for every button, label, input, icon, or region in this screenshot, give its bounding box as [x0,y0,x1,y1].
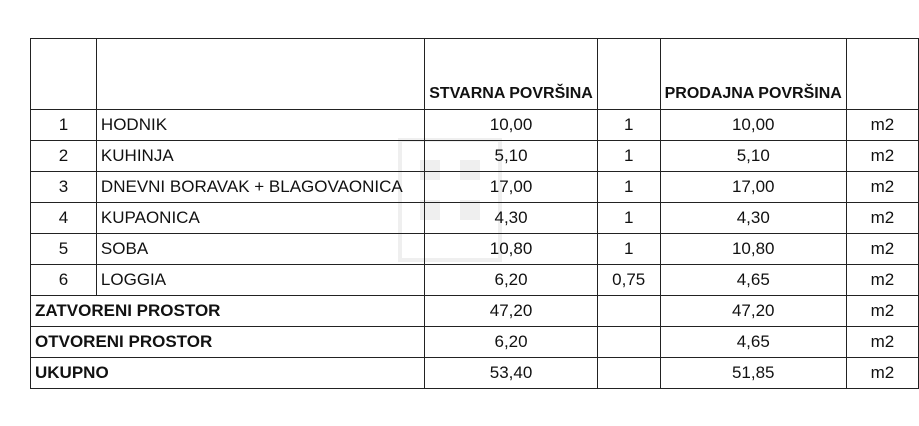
coefficient-value: 1 [597,172,660,203]
sale-area-value: 4,30 [660,203,846,234]
total-coefficient-empty [597,327,660,358]
coefficient-value: 0,75 [597,265,660,296]
room-name: LOGGIA [96,265,424,296]
unit-label: m2 [846,265,918,296]
actual-area-value: 10,80 [425,234,598,265]
room-name: KUPAONICA [96,203,424,234]
room-name: KUHINJA [96,141,424,172]
room-number: 3 [31,172,97,203]
room-name: SOBA [96,234,424,265]
coefficient-value: 1 [597,110,660,141]
header-empty-unit [846,39,918,110]
room-number: 5 [31,234,97,265]
table-row [31,110,919,141]
coefficient-value: 1 [597,141,660,172]
total-row [31,327,919,358]
room-number: 6 [31,265,97,296]
actual-area-value: 6,20 [425,265,598,296]
total-coefficient-empty [597,358,660,389]
total-label: UKUPNO [31,358,425,389]
actual-area-value: 4,30 [425,203,598,234]
table-row [31,234,919,265]
actual-area-value: 17,00 [425,172,598,203]
total-row [31,296,919,327]
unit-label: m2 [846,172,918,203]
sale-area-value: 4,65 [660,265,846,296]
table-row [31,265,919,296]
unit-label: m2 [846,296,918,327]
header-empty-num [31,39,97,110]
coefficient-value: 1 [597,234,660,265]
unit-label: m2 [846,234,918,265]
header-sale-area: PRODAJNA POVRŠINA [660,39,846,110]
table-row [31,203,919,234]
coefficient-value: 1 [597,203,660,234]
table-row [31,172,919,203]
actual-area-value: 10,00 [425,110,598,141]
total-sale-area: 51,85 [660,358,846,389]
room-number: 4 [31,203,97,234]
sale-area-value: 10,00 [660,110,846,141]
header-empty-name [96,39,424,110]
header-empty-coef [597,39,660,110]
unit-label: m2 [846,327,918,358]
table-row [31,141,919,172]
total-actual-area: 53,40 [425,358,598,389]
header-actual-area: STVARNA POVRŠINA [425,39,598,110]
unit-label: m2 [846,141,918,172]
total-sale-area: 4,65 [660,327,846,358]
room-name: HODNIK [96,110,424,141]
room-number: 2 [31,141,97,172]
total-label: OTVORENI PROSTOR [31,327,425,358]
total-coefficient-empty [597,296,660,327]
sale-area-value: 5,10 [660,141,846,172]
sale-area-value: 17,00 [660,172,846,203]
room-name: DNEVNI BORAVAK + BLAGOVAONICA [96,172,424,203]
unit-label: m2 [846,203,918,234]
total-label: ZATVORENI PROSTOR [31,296,425,327]
unit-label: m2 [846,110,918,141]
total-row [31,358,919,389]
room-number: 1 [31,110,97,141]
area-table [30,38,919,389]
total-sale-area: 47,20 [660,296,846,327]
total-actual-area: 6,20 [425,327,598,358]
sale-area-value: 10,80 [660,234,846,265]
unit-label: m2 [846,358,918,389]
total-actual-area: 47,20 [425,296,598,327]
actual-area-value: 5,10 [425,141,598,172]
header-row [31,39,919,110]
